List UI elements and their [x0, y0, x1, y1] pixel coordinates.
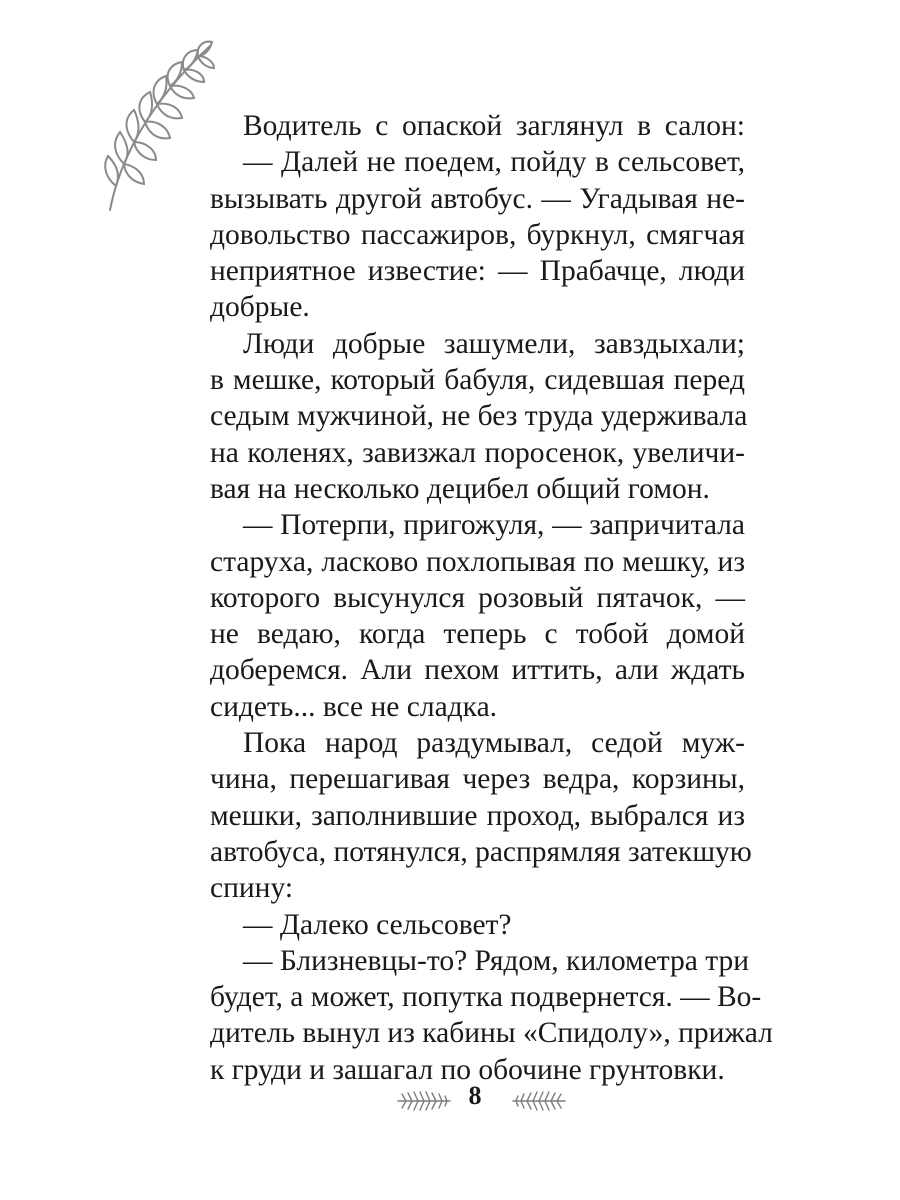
text-line: Люди добрые зашумели, завздыхали; — [243, 327, 745, 360]
text-line: довольство пассажиров, буркнул, смягчая — [210, 218, 745, 251]
text-line: мешки, заполнившие проход, выбрался из — [210, 799, 745, 832]
text-line: вызывать другой автобус. — Угадывая не- — [210, 182, 745, 215]
text-line: — Потерпи, пригожуля, — запричитала — [243, 509, 745, 542]
body-text — [210, 108, 773, 1088]
text-line: спину: — [210, 872, 294, 905]
page-footer — [0, 1078, 900, 1122]
text-line: на коленях, завизжал поросенок, увеличи- — [210, 436, 745, 469]
text-line: вая на несколько децибел общий гомон. — [210, 472, 710, 505]
text-line: автобуса, потянулся, распрямляя затекшую — [210, 835, 752, 868]
text-line: к груди и зашагал по обочине грунтовки. — [210, 1053, 725, 1086]
page-number: 8 — [468, 1081, 482, 1110]
text-line: — Близневцы-то? Рядом, километра три — [243, 944, 750, 977]
text-line: добрые. — [210, 291, 310, 324]
fern-leaf-icon — [511, 1090, 567, 1112]
text-line: будет, а может, попутка подвернется. — Во- — [210, 981, 762, 1014]
text-line: неприятное известие: — Прабачце, люди — [210, 255, 745, 288]
text-line: доберемся. Али пехом иттить, али ждать — [210, 654, 745, 687]
text-line: в мешке, который бабуля, сидевшая перед — [210, 364, 745, 397]
text-line: не ведаю, когда теперь с тобой домой — [210, 618, 745, 651]
text-line: Водитель с опаской заглянул в салон: — [243, 110, 745, 142]
fern-branch-icon — [88, 38, 218, 218]
text-line: дитель вынул из кабины «Спидолу», прижал — [210, 1017, 773, 1050]
text-line: которого высунулся розовый пятачок, — — [210, 581, 745, 614]
text-line: Пока народ раздумывал, седой муж- — [243, 727, 745, 760]
text-line: чина, перешагивая через ведра, корзины, — [210, 763, 745, 796]
text-line: сидеть... все не сладка. — [210, 690, 498, 723]
text-line: старуха, ласково похлопывая по мешку, из — [210, 545, 745, 578]
text-line: — Далей не поедем, пойду в сельсовет, — [243, 146, 745, 179]
text-line: седым мужчиной, не без труда удерживала — [210, 400, 748, 433]
text-line: — Далеко сельсовет? — [243, 908, 512, 941]
